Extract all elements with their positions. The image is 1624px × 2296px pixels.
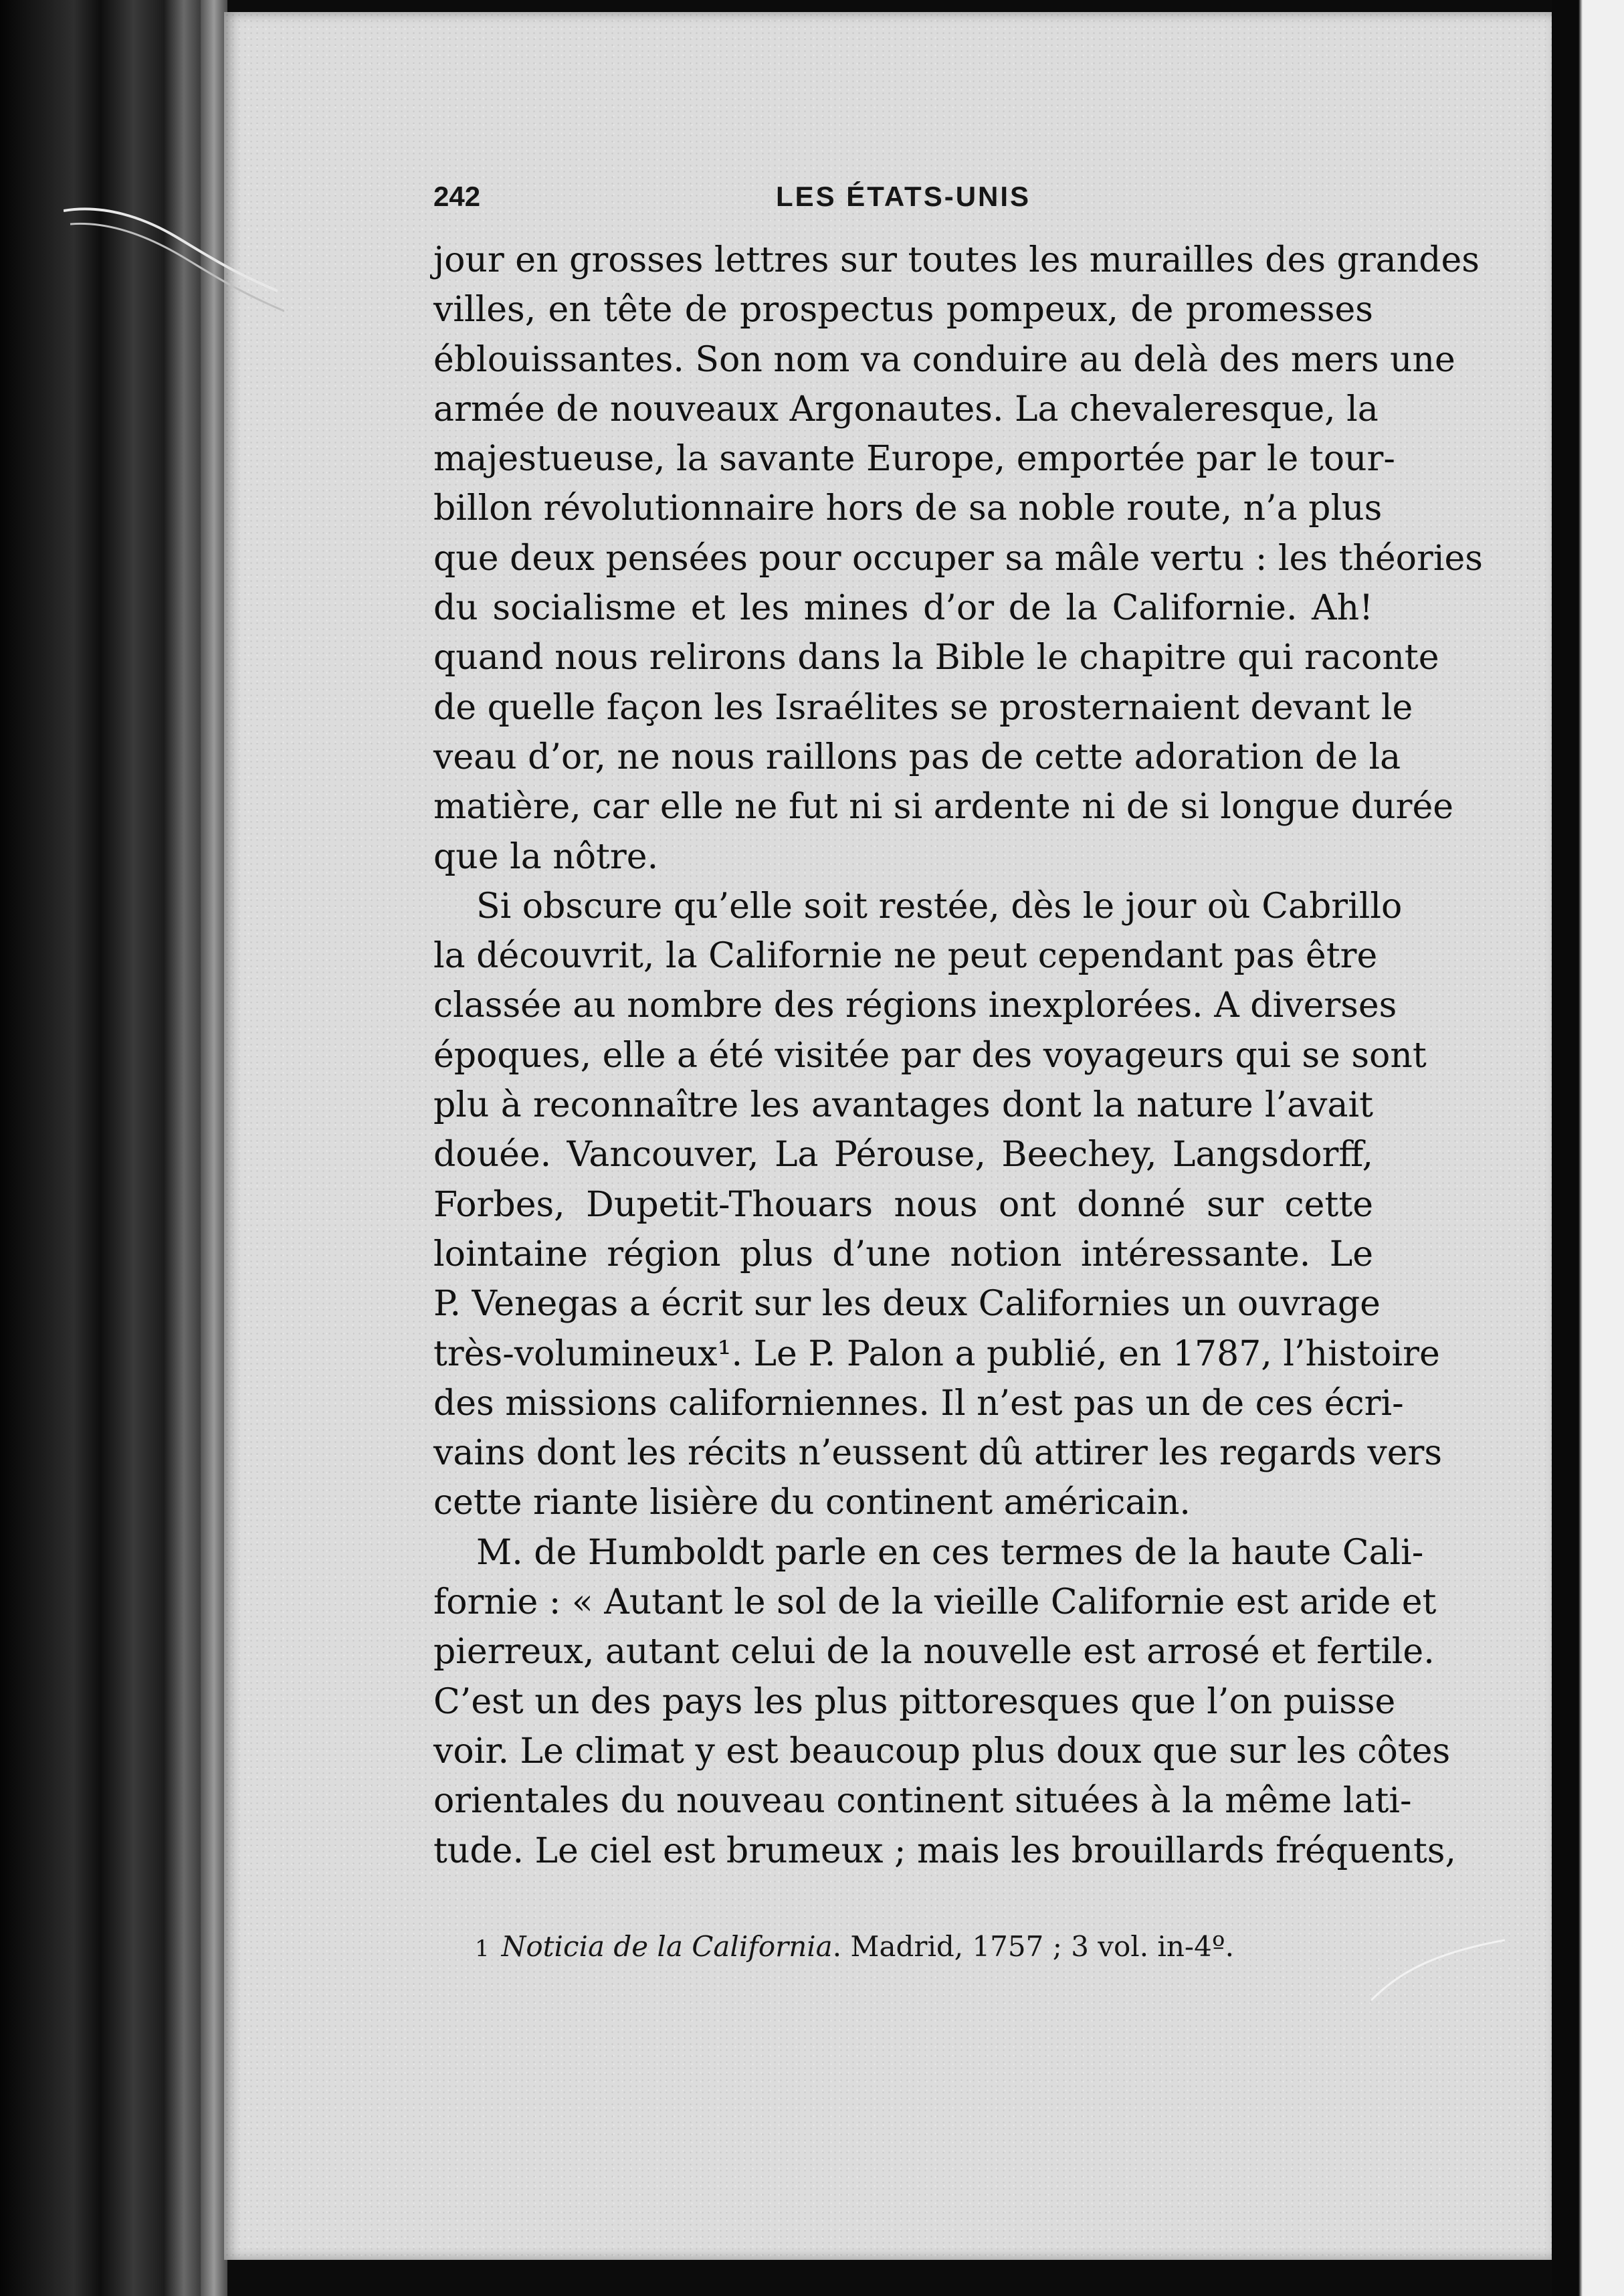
page-number: 242 xyxy=(433,181,481,212)
right-margin xyxy=(1552,0,1624,2296)
text-line: époques, elle a été visitée par des voyageurs qui se sont xyxy=(433,1035,1427,1076)
text-line: quand nous relirons dans la Bible le chapitre qui raconte xyxy=(433,638,1439,678)
paper-crease xyxy=(64,191,284,324)
page-header xyxy=(433,181,1373,221)
text-line: veau d’or, ne nous raillons pas de cette adoration de la xyxy=(433,737,1401,777)
text-line: M. de Humboldt parle en ces termes de la haute Cali- xyxy=(476,1532,1424,1573)
footnote-marker: 1 xyxy=(475,1935,490,1962)
text-line: douée. Vancouver, La Pérouse, Beechey, Langsdorff, xyxy=(433,1135,1373,1175)
text-line: billon révolutionnaire hors de sa noble route, n’a plus xyxy=(433,488,1383,529)
text-line: voir. Le climat y est beaucoup plus doux que sur les côtes xyxy=(433,1731,1451,1772)
text-line: villes, en tête de prospectus pompeux, de promesses xyxy=(433,290,1373,330)
text-line: matière, car elle ne fut ni si ardente ni de si longue durée xyxy=(433,787,1453,828)
text-line: Si obscure qu’elle soit restée, dès le jour où Cabrillo xyxy=(476,886,1403,927)
text-line: jour en grosses lettres sur toutes les murailles des grandes xyxy=(433,240,1480,280)
text-line: tude. Le ciel est brumeux ; mais les brouillards fréquents, xyxy=(433,1830,1457,1871)
text-line: la découvrit, la Californie ne peut cependant pas être xyxy=(433,936,1378,977)
text-line: que deux pensées pour occuper sa mâle vertu : les théories xyxy=(433,538,1483,579)
footnote xyxy=(475,1927,1411,1969)
text-line: du socialisme et les mines d’or de la Californie. Ah! xyxy=(433,588,1373,629)
text-line: P. Venegas a écrit sur les deux Californies un ouvrage xyxy=(433,1284,1381,1325)
text-line: des missions californiennes. Il n’est pas un de ces écri- xyxy=(433,1383,1404,1424)
text-line: armée de nouveaux Argonautes. La chevaleresque, la xyxy=(433,389,1379,429)
text-line: de quelle façon les Israélites se prosternaient devant le xyxy=(433,687,1413,728)
book-spine xyxy=(0,0,221,2296)
text-line: plu à reconnaître les avantages dont la nature l’avait xyxy=(433,1085,1373,1126)
footnote-text: . Madrid, 1757 ; 3 vol. in-4º. xyxy=(832,1930,1234,1963)
text-line: Forbes, Dupetit-Thouars nous ont donné sur cette xyxy=(433,1184,1373,1225)
text-line: fornie : « Autant le sol de la vieille Californie est aride et xyxy=(433,1582,1437,1623)
text-line: que la nôtre. xyxy=(433,836,659,877)
text-line: éblouissantes. Son nom va conduire au delà des mers une xyxy=(433,339,1455,380)
running-title: LES ÉTATS-UNIS xyxy=(775,181,1031,212)
text-line: classée au nombre des régions inexplorées. A diverses xyxy=(433,985,1397,1026)
text-line: cette riante lisière du continent américain. xyxy=(433,1482,1191,1523)
text-line: très-volumineux¹. Le P. Palon a publié, en 1787, l’histoire xyxy=(433,1333,1440,1374)
text-line: majestueuse, la savante Europe, emportée par le tour- xyxy=(433,439,1395,480)
body-text xyxy=(433,235,1483,1876)
footnote-title: Noticia de la California xyxy=(501,1930,833,1963)
text-line: orientales du nouveau continent situées à la même lati- xyxy=(433,1781,1412,1822)
page-edge xyxy=(201,0,227,2296)
text-line: C’est un des pays les plus pittoresques que l’on puisse xyxy=(433,1681,1396,1722)
text-line: lointaine région plus d’une notion intéressante. Le xyxy=(433,1234,1373,1274)
text-line: vains dont les récits n’eussent dû attirer les regards vers xyxy=(433,1433,1443,1474)
text-line: pierreux, autant celui de la nouvelle est arrosé et fertile. xyxy=(433,1632,1435,1672)
